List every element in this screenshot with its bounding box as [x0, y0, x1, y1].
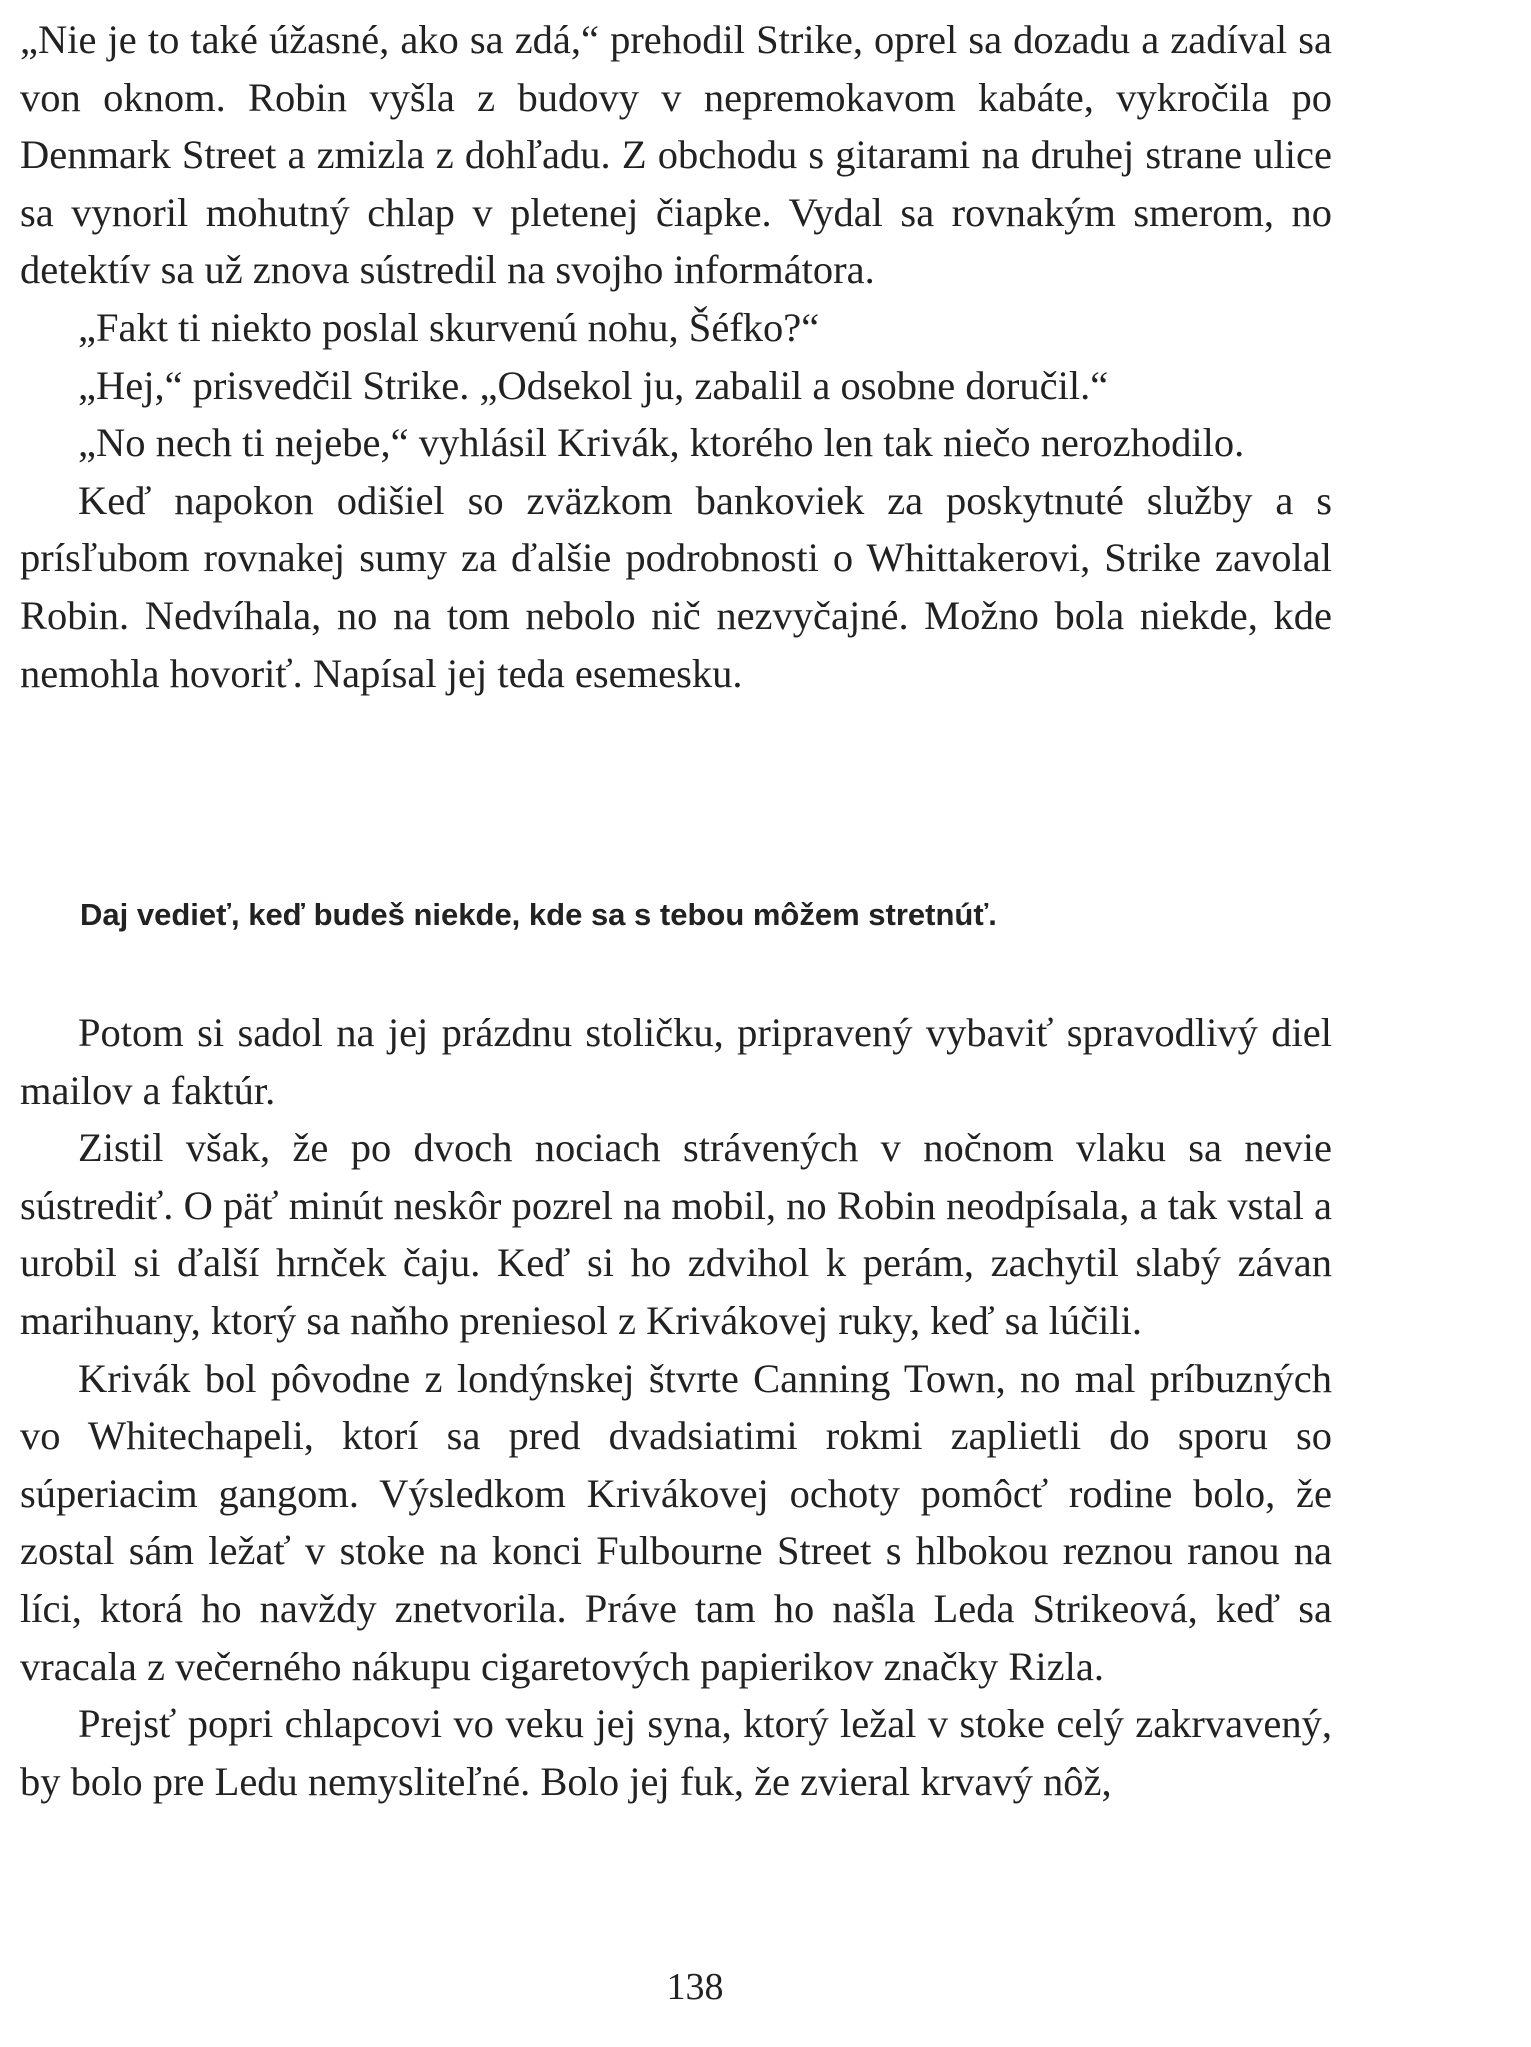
text-block-bottom — [20, 1004, 1332, 1810]
paragraph: Zistil však, že po dvoch nociach strávených v nočnom vlaku sa nevie sústrediť. O päť minút neskôr pozrel na mobil, no Robin neodpísala, a tak vstal a urobil si ďalší hrnček čaju. Keď si ho zdvihol k perám, zachytil slabý závan marihuany, ktorý sa naňho preniesol z Krivákovej ruky, keď sa lúčili. — [20, 1125, 1332, 1343]
book-page — [20, 0, 1332, 2047]
paragraph: „Nie je to také úžasné, ako sa zdá,“ prehodil Strike, oprel sa dozadu a zadíval sa von oknom. Robin vyšla z budovy v nepremokavom kabáte, vykročila po Denmark Street a zmizla z dohľadu. Z obchodu s gitarami na druhej strane ulice sa vynoril mohutný chlap v pletenej čiapke. Vydal sa rovnakým smerom, no detektív sa už znova sústredil na svojho informátora. — [20, 17, 1332, 293]
paragraph: Keď napokon odišiel so zväzkom bankoviek za poskytnuté služby a s prísľubom rovnakej sumy za ďalšie podrobnosti o Whittakerovi, Strike zavolal Robin. Nedvíhala, no na tom nebolo nič nezvyčajné. Možno bola niekde, kde nemohla hovoriť. Napísal jej teda esemesku. — [20, 477, 1332, 696]
paragraph: Potom si sadol na jej prázdnu stoličku, pripravený vybaviť spravodlivý diel mailov a faktúr. — [20, 1010, 1332, 1113]
paragraph: „Fakt ti niekto poslal skurvenú nohu, Šéfko?“ — [78, 304, 820, 350]
paragraph: Prejsť popri chlapcovi vo veku jej syna, ktorý ležal v stoke celý zakrvavený, by bolo pre Ledu nemysliteľné. Bolo jej fuk, že zvieral krvavý nôž, — [20, 1701, 1332, 1804]
text-block-top — [20, 11, 1332, 702]
paragraph: „Hej,“ prisvedčil Strike. „Odsekol ju, zabalil a osobne doručil.“ — [78, 362, 1109, 408]
text-message: Daj vedieť, keď budeš niekde, kde sa s tebou môžem stretnúť. — [80, 897, 997, 932]
page-number: 138 — [666, 1966, 724, 2008]
paragraph: „No nech ti nejebe,“ vyhlásil Krivák, ktorého len tak niečo nerozhodilo. — [78, 420, 1245, 466]
paragraph: Krivák bol pôvodne z londýnskej štvrte Canning Town, no mal príbuzných vo Whitechapeli, ktorí sa pred dvadsiatimi rokmi zaplietli do sporu so súperiacim gangom. Výsledkom Krivákovej ochoty pomôcť rodine bolo, že zostal sám ležať v stoke na konci Fulbourne Street s hlbokou reznou ranou na líci, ktorá ho navždy znetvorila. Práve tam ho našla Leda Strikeová, keď sa vracala z večerného nákupu cigaretových papierikov značky Rizla. — [20, 1355, 1332, 1689]
